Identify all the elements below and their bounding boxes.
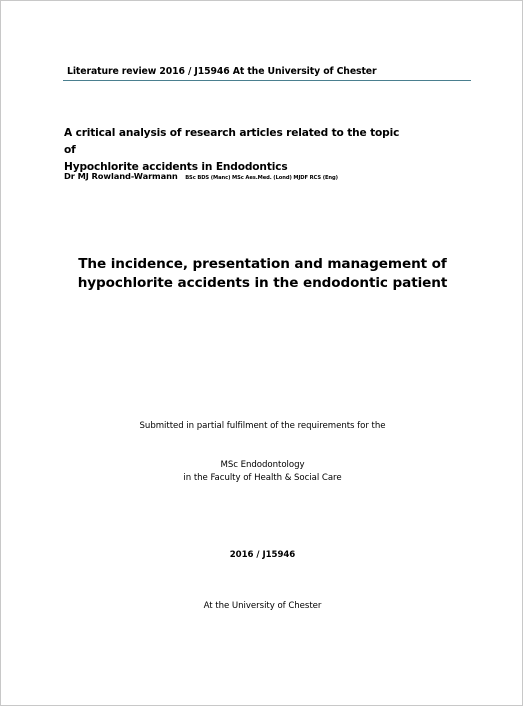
- document-title-line-2: hypochlorite accidents in the endodontic patient: [77, 275, 448, 291]
- year-reference: 2016 / J15946: [229, 550, 296, 560]
- submission-statement: Submitted in partial fulfilment of the requirements for the: [139, 421, 386, 431]
- author-name: Dr MJ Rowland-Warmann: [64, 171, 178, 181]
- degree-name: MSc Endodontology: [220, 460, 305, 470]
- critical-analysis-line-2: Hypochlorite accidents in Endodontics: [64, 161, 288, 173]
- header-divider: [63, 80, 471, 81]
- faculty-name: in the Faculty of Health & Social Care: [183, 473, 342, 483]
- university-name: At the University of Chester: [203, 601, 322, 611]
- author-qualifications: BSc BDS (Manc) MSc Aes.Med. (Lond) MJDF RCS (Eng): [185, 175, 338, 181]
- running-header: Literature review 2016 / J15946 At the University of Chester: [67, 66, 377, 77]
- critical-analysis-line-1: A critical analysis of research articles related to the topic of: [64, 127, 400, 156]
- document-title-line-1: The incidence, presentation and management of: [78, 256, 447, 272]
- document-title: [41, 255, 484, 293]
- author-line: [64, 164, 338, 183]
